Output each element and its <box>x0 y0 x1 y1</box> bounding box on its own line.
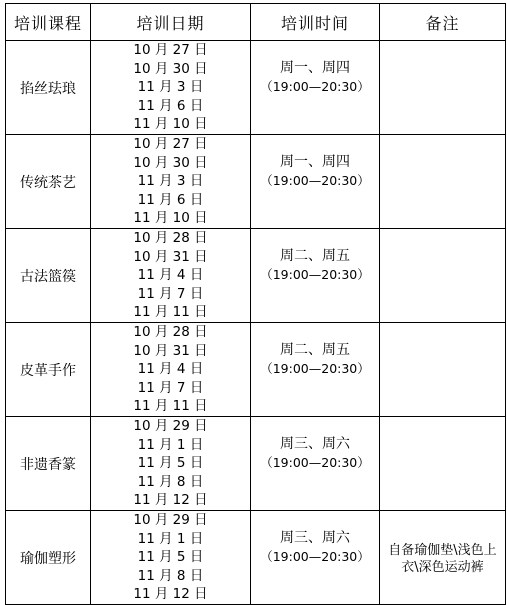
time-range: （19:00—20:30） <box>260 172 370 188</box>
date-item: 11 月 11 日 <box>133 304 208 321</box>
date-item: 11 月 7 日 <box>137 285 204 302</box>
date-item: 10 月 30 日 <box>133 154 208 171</box>
weekdays: 周三、周六 <box>280 529 350 546</box>
date-item: 11 月 10 日 <box>133 116 208 133</box>
table-row-1 <box>6 41 506 135</box>
date-list <box>91 229 250 322</box>
header-row <box>6 4 506 41</box>
dates-cell <box>91 41 251 135</box>
date-item: 10 月 27 日 <box>133 42 208 59</box>
weekdays: 周三、周六 <box>280 435 350 452</box>
table-row-2 <box>6 135 506 229</box>
time-cell <box>251 417 380 511</box>
course-name: 皮革手作 <box>20 362 76 379</box>
course-cell <box>6 135 91 229</box>
date-item: 11 月 1 日 <box>137 436 204 453</box>
note-cell <box>380 229 506 323</box>
date-item: 11 月 6 日 <box>137 191 204 208</box>
date-item: 11 月 5 日 <box>137 455 204 472</box>
time-range: （19:00—20:30） <box>260 78 370 94</box>
date-item: 10 月 30 日 <box>133 60 208 77</box>
course-name: 传统茶艺 <box>20 174 76 191</box>
date-list <box>91 511 250 604</box>
date-list <box>91 135 250 228</box>
date-item: 11 月 6 日 <box>137 97 204 114</box>
dates-cell <box>91 229 251 323</box>
note-text: 自备瑜伽垫\浅色上衣\深色运动裤 <box>388 542 497 575</box>
date-item: 10 月 29 日 <box>133 512 208 529</box>
date-item: 10 月 31 日 <box>133 248 208 265</box>
table-row-5 <box>6 417 506 511</box>
date-list <box>91 323 250 416</box>
header-dates: 培训日期 <box>91 4 251 41</box>
date-item: 10 月 27 日 <box>133 136 208 153</box>
time-cell <box>251 135 380 229</box>
date-item: 11 月 7 日 <box>137 379 204 396</box>
date-item: 11 月 3 日 <box>137 79 204 96</box>
table-row-4 <box>6 323 506 417</box>
note-cell <box>380 511 506 605</box>
table-row-6 <box>6 511 506 605</box>
time-cell <box>251 511 380 605</box>
date-item: 10 月 29 日 <box>133 418 208 435</box>
table-header <box>6 4 506 41</box>
date-item: 11 月 5 日 <box>137 549 204 566</box>
dates-cell <box>91 135 251 229</box>
header-notes: 备注 <box>380 4 506 41</box>
note-cell <box>380 323 506 417</box>
course-cell <box>6 323 91 417</box>
date-item: 11 月 11 日 <box>133 398 208 415</box>
note-cell <box>380 41 506 135</box>
course-name: 掐丝珐琅 <box>20 80 76 97</box>
time-cell <box>251 229 380 323</box>
header-course: 培训课程 <box>6 4 91 41</box>
date-item: 11 月 10 日 <box>133 210 208 227</box>
time-range: （19:00—20:30） <box>260 454 370 470</box>
course-name: 瑜伽塑形 <box>20 550 76 567</box>
note-cell <box>380 135 506 229</box>
course-cell <box>6 417 91 511</box>
date-item: 11 月 12 日 <box>133 492 208 509</box>
weekdays: 周一、周四 <box>280 59 350 76</box>
time-cell <box>251 41 380 135</box>
date-item: 11 月 12 日 <box>133 586 208 603</box>
course-cell <box>6 41 91 135</box>
weekdays: 周一、周四 <box>280 153 350 170</box>
time-range: （19:00—20:30） <box>260 266 370 282</box>
date-item: 11 月 4 日 <box>137 361 204 378</box>
date-item: 10 月 31 日 <box>133 342 208 359</box>
training-schedule-table <box>5 3 506 605</box>
time-cell <box>251 323 380 417</box>
header-time: 培训时间 <box>251 4 380 41</box>
course-name: 非遗香篆 <box>20 456 76 473</box>
date-item: 10 月 28 日 <box>133 324 208 341</box>
course-name: 古法篮篌 <box>20 268 76 285</box>
time-range: （19:00—20:30） <box>260 548 370 564</box>
table-row-3 <box>6 229 506 323</box>
dates-cell <box>91 323 251 417</box>
date-item: 11 月 3 日 <box>137 173 204 190</box>
course-cell <box>6 229 91 323</box>
dates-cell <box>91 511 251 605</box>
weekdays: 周二、周五 <box>280 341 350 358</box>
date-item: 11 月 4 日 <box>137 267 204 284</box>
table-body <box>6 41 506 605</box>
weekdays: 周二、周五 <box>280 247 350 264</box>
dates-cell <box>91 417 251 511</box>
note-cell <box>380 417 506 511</box>
date-list <box>91 417 250 510</box>
course-cell <box>6 511 91 605</box>
date-item: 10 月 28 日 <box>133 230 208 247</box>
date-list <box>91 41 250 134</box>
time-range: （19:00—20:30） <box>260 360 370 376</box>
date-item: 11 月 8 日 <box>137 473 204 490</box>
date-item: 11 月 8 日 <box>137 567 204 584</box>
date-item: 11 月 1 日 <box>137 530 204 547</box>
